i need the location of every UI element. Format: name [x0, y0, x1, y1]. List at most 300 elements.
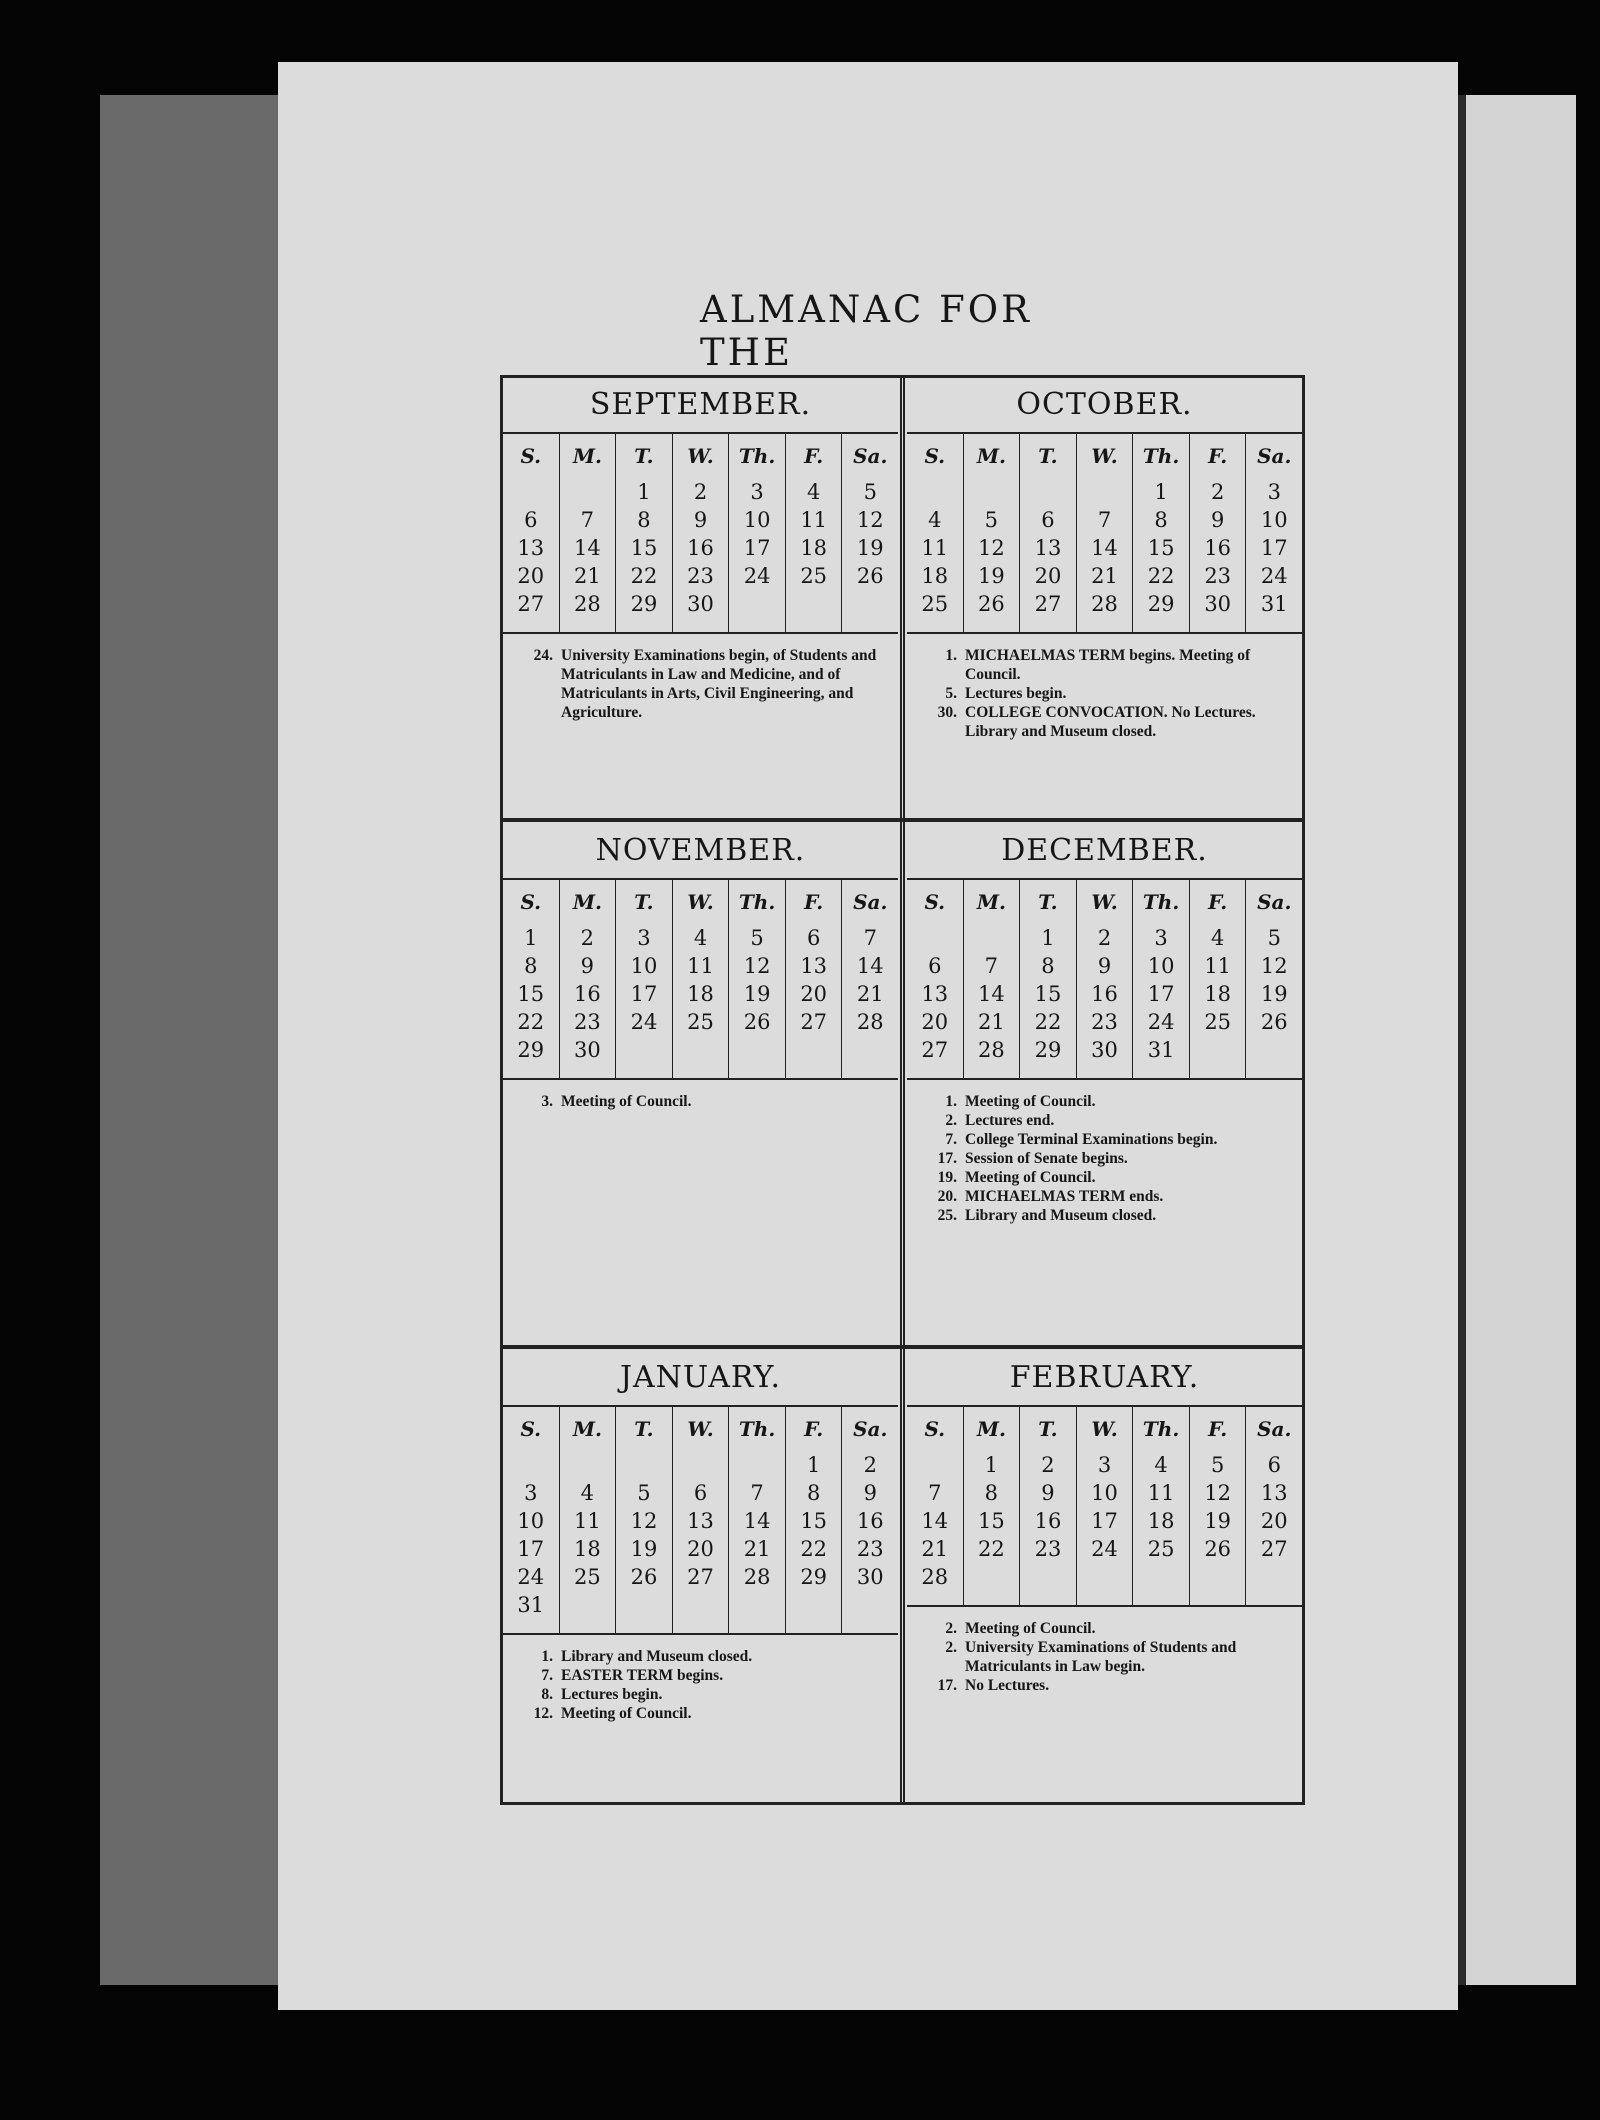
- day-number: 20: [517, 564, 545, 588]
- day-number: 14: [743, 1509, 771, 1533]
- day-number: 12: [1260, 954, 1288, 978]
- day-number: 14: [1091, 536, 1118, 560]
- event-day: 7.: [541, 1667, 553, 1684]
- day-number: 22: [800, 1537, 828, 1561]
- day-number: 22: [1034, 1010, 1062, 1034]
- day-number: [786, 1036, 842, 1064]
- day-number: 8: [524, 954, 538, 978]
- month-name: SEPTEMBER.: [589, 387, 812, 422]
- day-number: 26: [856, 564, 884, 588]
- month-events: [503, 634, 898, 722]
- weekday-header: Th.: [738, 444, 776, 468]
- day-number: 27: [687, 1565, 714, 1589]
- day-number: [616, 1451, 672, 1479]
- weekday-column: [1076, 1407, 1133, 1605]
- day-number: 6: [928, 954, 942, 978]
- day-number: 9: [693, 508, 708, 532]
- day-number: 14: [856, 954, 884, 978]
- day-number: 21: [921, 1537, 949, 1561]
- weekday-column: [1189, 434, 1246, 632]
- day-number: 21: [743, 1537, 771, 1561]
- page-title: ALMANAC FOR THE: [700, 288, 1032, 374]
- day-number: 2: [863, 1453, 877, 1477]
- day-number: 23: [1091, 1010, 1118, 1034]
- weekday-column: [841, 880, 898, 1078]
- day-number: 21: [978, 1010, 1005, 1034]
- weekday-header: Sa.: [853, 890, 888, 914]
- day-number: 20: [800, 982, 828, 1006]
- day-number: 6: [806, 926, 821, 950]
- day-number: 25: [1147, 1537, 1175, 1561]
- weekday-column: [907, 1407, 963, 1605]
- day-number: 16: [856, 1509, 884, 1533]
- weekday-header: Th.: [1142, 890, 1180, 914]
- weekday-header: F.: [804, 890, 824, 914]
- day-number: 2: [580, 926, 595, 950]
- day-number: 17: [1260, 536, 1288, 560]
- weekday-column: [1019, 1407, 1076, 1605]
- weekday-column: [728, 880, 785, 1078]
- event-text: University Examinations of Students and Matriculants in Law begin.: [965, 1639, 1237, 1675]
- day-number: 18: [1204, 982, 1232, 1006]
- day-number: 27: [517, 592, 545, 616]
- day-number: 11: [800, 508, 828, 532]
- month-events: [503, 1635, 898, 1723]
- day-number: 27: [921, 1038, 949, 1062]
- calendar-grid: [907, 1405, 1302, 1607]
- weekday-header: M.: [976, 444, 1006, 468]
- day-number: 5: [863, 480, 877, 504]
- weekday-header: M.: [572, 444, 602, 468]
- day-number: 2: [1041, 1453, 1055, 1477]
- day-number: 15: [978, 1509, 1005, 1533]
- day-number: 12: [978, 536, 1005, 560]
- day-number: 17: [517, 1537, 545, 1561]
- day-number: 17: [630, 982, 658, 1006]
- event-text: MICHAELMAS TERM begins. Meeting of Council.: [965, 647, 1251, 683]
- day-number: 15: [1147, 536, 1175, 560]
- day-number: 28: [574, 592, 601, 616]
- weekday-column: [615, 880, 672, 1078]
- weekday-column: [503, 880, 559, 1078]
- event-day: 7.: [945, 1131, 957, 1148]
- day-number: 13: [517, 536, 545, 560]
- day-number: 28: [978, 1038, 1005, 1062]
- day-number: 31: [1260, 592, 1288, 616]
- day-number: 10: [1147, 954, 1175, 978]
- weekday-column: [841, 434, 898, 632]
- day-number: [1190, 1563, 1246, 1591]
- day-number: 22: [978, 1537, 1005, 1561]
- day-number: 24: [1260, 564, 1288, 588]
- month-name: JANUARY.: [619, 1360, 782, 1395]
- weekday-column: [615, 434, 672, 632]
- event-entry: [927, 1676, 1288, 1695]
- day-number: 1: [984, 1453, 999, 1477]
- weekday-column: [1019, 880, 1076, 1078]
- day-number: [673, 1451, 729, 1479]
- event-text: University Examinations begin, of Students and Matriculants in Law and Medicine, and of Matriculants in Arts, Civil Engineering, and Agriculture.: [561, 647, 877, 721]
- day-number: 7: [928, 1481, 942, 1505]
- day-number: 5: [1267, 926, 1281, 950]
- day-number: 29: [800, 1565, 828, 1589]
- day-number: 22: [630, 564, 658, 588]
- calendar-grid: [907, 432, 1302, 634]
- weekday-header: T.: [634, 1417, 654, 1441]
- day-number: 8: [984, 1481, 999, 1505]
- day-number: 11: [687, 954, 714, 978]
- day-number: 8: [637, 508, 651, 532]
- day-number: 10: [517, 1509, 545, 1533]
- day-number: 4: [1154, 1453, 1168, 1477]
- month-february: [907, 1351, 1302, 1695]
- weekday-header: F.: [1208, 1417, 1228, 1441]
- day-number: 16: [687, 536, 714, 560]
- day-number: 24: [517, 1565, 545, 1589]
- weekday-column: [963, 880, 1020, 1078]
- day-number: [907, 1451, 963, 1479]
- event-entry: [523, 1647, 884, 1666]
- day-number: [1077, 478, 1133, 506]
- event-entry: [927, 1111, 1288, 1130]
- day-number: 5: [1210, 1453, 1225, 1477]
- day-number: 10: [1091, 1481, 1118, 1505]
- day-number: 14: [978, 982, 1005, 1006]
- month-december: [907, 824, 1302, 1225]
- weekday-header: F.: [804, 444, 824, 468]
- weekday-header: W.: [687, 444, 714, 468]
- day-number: [1133, 1563, 1189, 1591]
- event-entry: [927, 1206, 1288, 1225]
- event-entry: [927, 1619, 1288, 1638]
- day-number: [1020, 1563, 1076, 1591]
- day-number: 19: [978, 564, 1005, 588]
- day-number: 2: [1097, 926, 1112, 950]
- day-number: 20: [921, 1010, 949, 1034]
- event-day: 24.: [533, 647, 553, 664]
- weekday-header: Th.: [738, 1417, 776, 1441]
- event-entry: [927, 1187, 1288, 1206]
- day-number: 18: [800, 536, 828, 560]
- day-number: 29: [517, 1038, 545, 1062]
- day-number: [503, 478, 559, 506]
- day-number: 4: [1210, 926, 1225, 950]
- weekday-header: W.: [1091, 1417, 1118, 1441]
- event-text: Session of Senate begins.: [965, 1150, 1128, 1167]
- day-number: 2: [693, 480, 708, 504]
- day-number: 28: [856, 1010, 884, 1034]
- day-number: 23: [1034, 1537, 1062, 1561]
- day-number: 6: [1041, 508, 1055, 532]
- weekday-column: [1019, 434, 1076, 632]
- event-day: 2.: [945, 1620, 957, 1637]
- month-events: [503, 1080, 898, 1111]
- month-name: NOVEMBER.: [595, 833, 806, 868]
- day-number: 8: [1041, 954, 1055, 978]
- weekday-column: [1245, 880, 1302, 1078]
- day-number: 24: [1147, 1010, 1175, 1034]
- day-number: 13: [1034, 536, 1062, 560]
- event-entry: [927, 1092, 1288, 1111]
- weekday-header: T.: [1038, 444, 1058, 468]
- day-number: 12: [743, 954, 771, 978]
- weekday-header: S.: [924, 890, 946, 914]
- day-number: 11: [921, 536, 949, 560]
- weekday-column: [559, 434, 616, 632]
- event-entry: [927, 1638, 1288, 1676]
- event-day: 3.: [541, 1093, 553, 1110]
- weekday-column: [1245, 1407, 1302, 1605]
- day-number: 3: [750, 480, 764, 504]
- weekday-column: [615, 1407, 672, 1633]
- day-number: 16: [1204, 536, 1232, 560]
- day-number: 15: [630, 536, 658, 560]
- day-number: 17: [1147, 982, 1175, 1006]
- day-number: [560, 1451, 616, 1479]
- weekday-column: [559, 880, 616, 1078]
- day-number: 9: [1097, 954, 1112, 978]
- event-day: 5.: [945, 685, 957, 702]
- event-day: 8.: [541, 1686, 553, 1703]
- day-number: 28: [1091, 592, 1118, 616]
- day-number: 10: [743, 508, 771, 532]
- day-number: 3: [1267, 480, 1281, 504]
- day-number: 18: [687, 982, 714, 1006]
- day-number: [1077, 1563, 1133, 1591]
- event-text: Library and Museum closed.: [965, 1207, 1157, 1224]
- day-number: 6: [693, 1481, 708, 1505]
- day-number: 14: [574, 536, 601, 560]
- event-text: EASTER TERM begins.: [561, 1667, 724, 1684]
- day-number: 4: [806, 480, 821, 504]
- weekday-header: W.: [687, 1417, 714, 1441]
- event-entry: [523, 646, 884, 722]
- weekday-column: [907, 434, 963, 632]
- event-entry: [927, 1130, 1288, 1149]
- day-number: 19: [1260, 982, 1288, 1006]
- day-number: 5: [637, 1481, 651, 1505]
- weekday-header: Sa.: [1257, 444, 1292, 468]
- weekday-column: [841, 1407, 898, 1633]
- day-number: 23: [574, 1010, 601, 1034]
- day-number: 13: [687, 1509, 714, 1533]
- event-text: Meeting of Council.: [965, 1169, 1096, 1186]
- event-day: 2.: [945, 1639, 957, 1656]
- day-number: [503, 1451, 559, 1479]
- day-number: 9: [1210, 508, 1225, 532]
- day-number: 15: [800, 1509, 828, 1533]
- day-number: 7: [863, 926, 877, 950]
- day-number: 2: [1210, 480, 1225, 504]
- day-number: 26: [743, 1010, 771, 1034]
- weekday-header: M.: [572, 1417, 602, 1441]
- day-number: 20: [1034, 564, 1062, 588]
- day-number: 1: [524, 926, 538, 950]
- day-number: 1: [1041, 926, 1055, 950]
- day-number: 12: [1204, 1481, 1232, 1505]
- calendar-grid: [907, 878, 1302, 1080]
- day-number: 7: [984, 954, 999, 978]
- day-number: 27: [1034, 592, 1062, 616]
- day-number: [616, 1036, 672, 1064]
- day-number: 1: [637, 480, 651, 504]
- day-number: [729, 1036, 785, 1064]
- event-day: 1.: [945, 1093, 957, 1110]
- day-number: 18: [921, 564, 949, 588]
- weekday-header: Sa.: [853, 1417, 888, 1441]
- day-number: 9: [863, 1481, 877, 1505]
- calendar-grid: [503, 432, 898, 634]
- day-number: 19: [856, 536, 884, 560]
- event-day: 19.: [937, 1169, 957, 1186]
- weekday-header: S.: [924, 1417, 946, 1441]
- event-entry: [523, 1666, 884, 1685]
- event-entry: [523, 1092, 884, 1111]
- day-number: 17: [1091, 1509, 1118, 1533]
- day-number: [1020, 478, 1076, 506]
- weekday-column: [907, 880, 963, 1078]
- day-number: 12: [856, 508, 884, 532]
- page-fold-shadow: [1458, 95, 1466, 1985]
- day-number: 20: [687, 1537, 714, 1561]
- day-number: 23: [1204, 564, 1232, 588]
- event-text: Lectures end.: [965, 1112, 1055, 1129]
- month-november: [503, 824, 898, 1111]
- day-number: [964, 924, 1020, 952]
- day-number: 11: [574, 1509, 601, 1533]
- day-number: [842, 1036, 898, 1064]
- day-number: 5: [984, 508, 999, 532]
- weekday-column: [963, 434, 1020, 632]
- day-number: 30: [856, 1565, 884, 1589]
- day-number: 3: [524, 1481, 538, 1505]
- weekday-header: F.: [1208, 444, 1228, 468]
- day-number: 21: [574, 564, 601, 588]
- event-text: Lectures begin.: [965, 685, 1067, 702]
- event-entry: [927, 684, 1288, 703]
- weekday-header: T.: [634, 444, 654, 468]
- day-number: [673, 1036, 729, 1064]
- weekday-column: [728, 1407, 785, 1633]
- weekday-column: [1076, 880, 1133, 1078]
- day-number: 7: [750, 1481, 764, 1505]
- day-number: 9: [1041, 1481, 1055, 1505]
- weekday-header: S.: [520, 444, 542, 468]
- day-number: [907, 478, 963, 506]
- month-name: OCTOBER.: [1016, 387, 1193, 422]
- weekday-header: F.: [1208, 890, 1228, 914]
- day-number: [729, 590, 785, 618]
- event-text: Meeting of Council.: [561, 1093, 692, 1110]
- month-october: [907, 378, 1302, 741]
- day-number: 25: [921, 592, 949, 616]
- event-entry: [927, 646, 1288, 684]
- weekday-header: Th.: [738, 890, 776, 914]
- weekday-header: W.: [1091, 444, 1118, 468]
- day-number: [560, 1591, 616, 1619]
- day-number: [560, 478, 616, 506]
- day-number: [1190, 1036, 1246, 1064]
- day-number: 1: [1154, 480, 1168, 504]
- day-number: 7: [1097, 508, 1112, 532]
- weekday-column: [785, 434, 842, 632]
- event-text: Lectures begin.: [561, 1686, 663, 1703]
- day-number: 30: [1204, 592, 1232, 616]
- day-number: [673, 1591, 729, 1619]
- weekday-column: [503, 1407, 559, 1633]
- weekday-header: T.: [1038, 890, 1058, 914]
- day-number: 15: [517, 982, 545, 1006]
- day-number: 8: [1154, 508, 1168, 532]
- day-number: [729, 1451, 785, 1479]
- day-number: 27: [1260, 1537, 1288, 1561]
- day-number: 30: [1091, 1038, 1118, 1062]
- day-number: 11: [1147, 1481, 1175, 1505]
- day-number: 11: [1204, 954, 1232, 978]
- day-number: 31: [517, 1593, 545, 1617]
- day-number: 16: [1034, 1509, 1062, 1533]
- weekday-column: [559, 1407, 616, 1633]
- day-number: [907, 924, 963, 952]
- day-number: [786, 590, 842, 618]
- day-number: [786, 1591, 842, 1619]
- weekday-header: Sa.: [853, 444, 888, 468]
- day-number: 18: [574, 1537, 601, 1561]
- day-number: 13: [1260, 1481, 1288, 1505]
- day-number: 29: [1034, 1038, 1062, 1062]
- day-number: 7: [580, 508, 595, 532]
- event-day: 20.: [937, 1188, 957, 1205]
- weekday-header: M.: [976, 1417, 1006, 1441]
- day-number: 16: [1091, 982, 1118, 1006]
- day-number: 4: [928, 508, 942, 532]
- day-number: 8: [806, 1481, 821, 1505]
- day-number: [842, 590, 898, 618]
- day-number: 15: [1034, 982, 1062, 1006]
- event-text: No Lectures.: [965, 1677, 1050, 1694]
- day-number: 21: [1091, 564, 1118, 588]
- event-day: 12.: [533, 1705, 553, 1722]
- day-number: 25: [574, 1565, 601, 1589]
- calendar-grid: [503, 878, 898, 1080]
- weekday-header: M.: [976, 890, 1006, 914]
- day-number: 4: [580, 1481, 595, 1505]
- event-day: 17.: [937, 1150, 957, 1167]
- month-events: [907, 1607, 1302, 1695]
- day-number: 30: [687, 592, 714, 616]
- day-number: [729, 1591, 785, 1619]
- day-number: 22: [517, 1010, 545, 1034]
- weekday-header: W.: [1091, 890, 1118, 914]
- weekday-header: S.: [520, 1417, 542, 1441]
- event-day: 2.: [945, 1112, 957, 1129]
- day-number: 12: [630, 1509, 658, 1533]
- day-number: 19: [1204, 1509, 1232, 1533]
- weekday-column: [1189, 1407, 1246, 1605]
- month-january: [503, 1351, 898, 1723]
- event-day: 1.: [541, 1648, 553, 1665]
- month-name: FEBRUARY.: [1009, 1360, 1200, 1395]
- weekday-header: S.: [520, 890, 542, 914]
- event-day: 30.: [937, 704, 957, 721]
- month-events: [907, 634, 1302, 741]
- day-number: 3: [1154, 926, 1168, 950]
- day-number: 3: [1097, 1453, 1112, 1477]
- day-number: 6: [1267, 1453, 1281, 1477]
- day-number: 10: [630, 954, 658, 978]
- weekday-header: T.: [634, 890, 654, 914]
- event-text: MICHAELMAS TERM ends.: [965, 1188, 1164, 1205]
